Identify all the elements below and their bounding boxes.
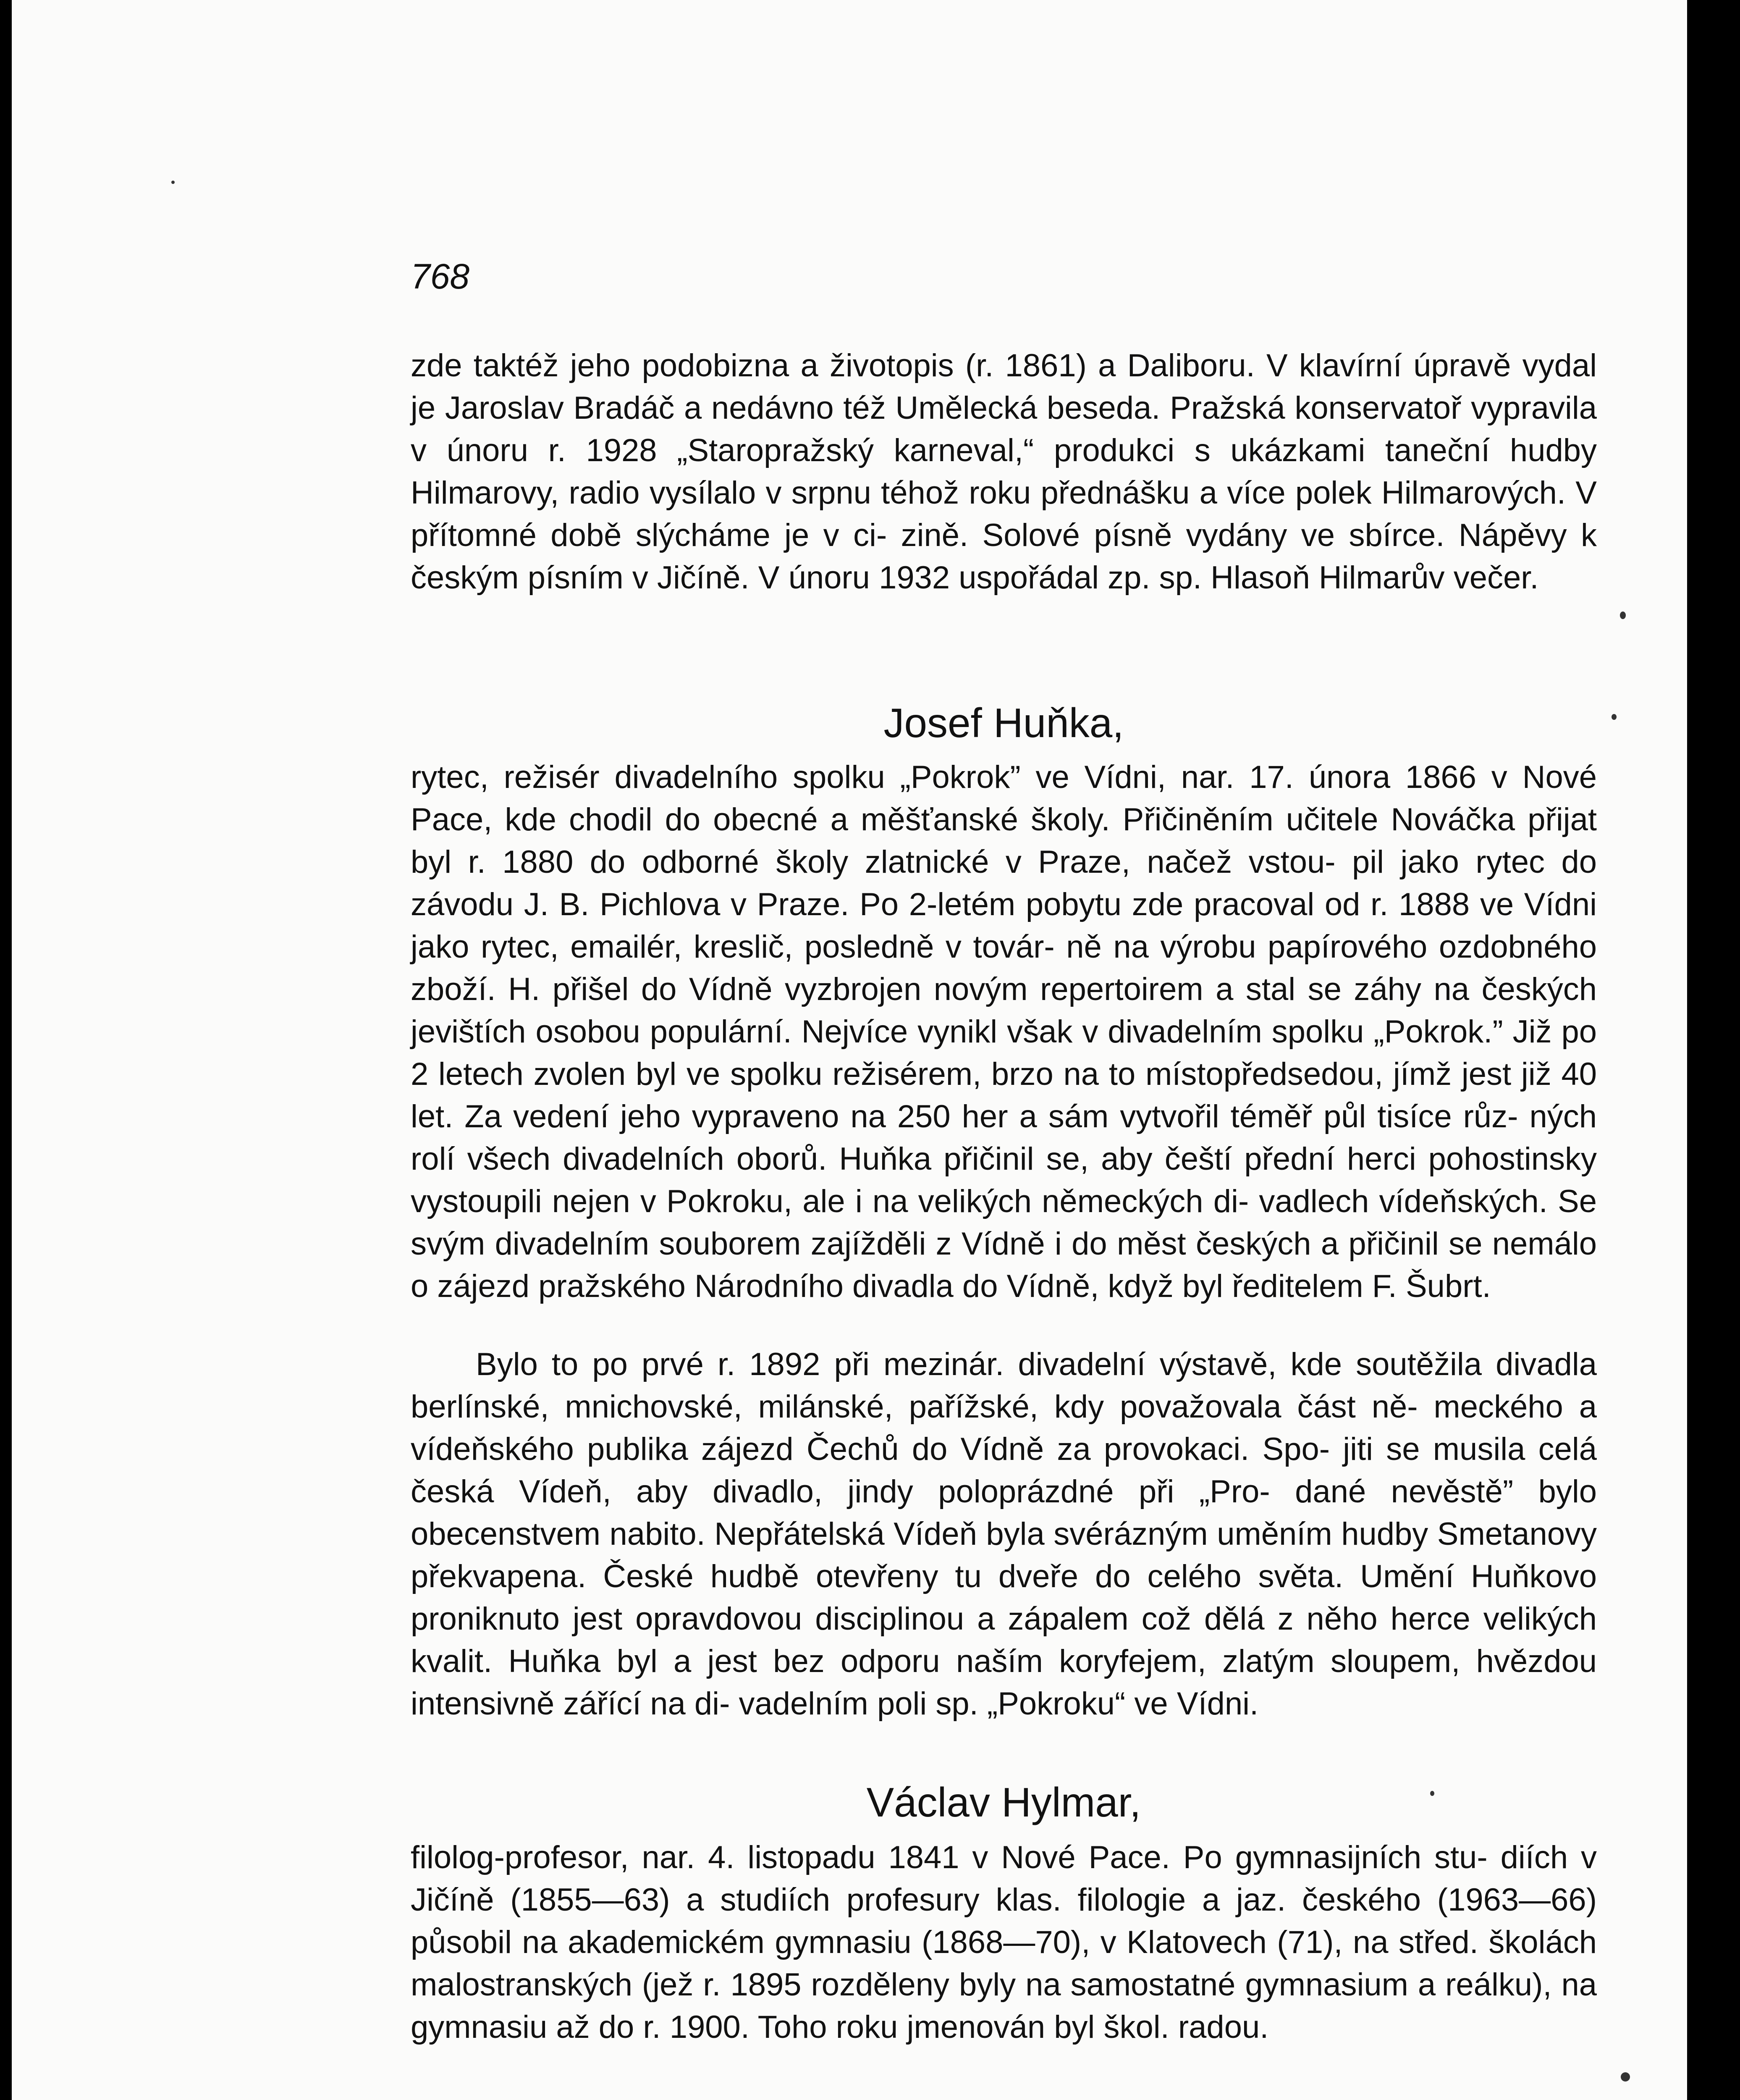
scan-speck bbox=[1430, 1791, 1434, 1796]
paper-sheet bbox=[12, 0, 1687, 2100]
intro-paragraph: zde taktéž jeho podobizna a životopis (r. 1861) a Daliboru. V klavírní úpravě vydal je Jaroslav Bradáč a nedávno též Umělecká beseda. Pražská konservatoř vypravila v únoru r. 1928 „Staropražský karneval,“ produkci s ukázkami taneční hudby Hilmarovy, radio vysílalo v srpnu téhož roku přednášku a více polek Hilmarových. V přítomné době slýcháme je v ci- zině. Solové písně vydány ve sbírce. Nápěvy k českým písním v Jičíně. V únoru 1932 uspořádal zp. sp. Hlasoň Hilmarův večer. bbox=[411, 348, 1597, 596]
section-paragraph-hunka-1: rytec, režisér divadelního spolku „Pokrok” ve Vídni, nar. 17. února 1866 v Nové Pace, kde chodil do obecné a měšťanské školy. Přičiněním učitele Nováčka přijat byl r. 1880 do odborné školy zlatnické v Praze, načež vstou- pil jako rytec do závodu J. B. Pichlova v Praze. Po 2-letém pobytu zde pracoval od r. 1888 ve Vídni jako rytec, emailér, kreslič, posledně v továr- ně na výrobu papírového ozdobného zboží. H. přišel do Vídně vyzbrojen novým repertoirem a stal se záhy na českých jevištích osobou populární. Nejvíce vynikl však v divadelním spolku „Pokrok.” Již po 2 letech zvolen byl ve spolku režisérem, brzo na to místopředsedou, jímž jest již 40 let. Za vedení jeho vypraveno na 250 her a sám vytvořil téměř půl tisíce růz- ných rolí všech divadelních oborů. Huňka přičinil se, aby čeští přední herci pohostinsky vystoupili nejen v Pokroku, ale i na velikých německých di- vadlech vídeňských. Se svým divadelním souborem zajížděli z Vídně i do měst českých a přičinil se nemálo o zájezd pražského Národního divadla do Vídně, když byl ředitelem F. Šubrt. bbox=[411, 759, 1597, 1304]
section-heading-josef-hunka: Josef Huňka, bbox=[883, 700, 1124, 746]
section-paragraph-hylmar-1: filolog-profesor, nar. 4. listopadu 1841 v Nové Pace. Po gymnasijních stu- diích v Jičíně (1855—63) a studiích profesury klas. filologie a jaz. českého (1963—66) působil na akademickém gymnasiu (1868—70), v Klatovech (71), na střed. školách malostranských (jež r. 1895 rozděleny byly na samostatné gymnasium a reálku), na gymnasiu až do r. 1900. Toho roku jmenován byl škol. radou. bbox=[411, 1840, 1597, 2045]
section-paragraph-hunka-2: Bylo to po prvé r. 1892 při mezinár. divadelní výstavě, kde soutěžila divadla berlínské, mnichovské, milánské, pařížské, kdy považovala část ně- meckého a vídeňského publika zájezd Čechů do Vídně za provokaci. Spo- jiti se musila celá česká Vídeň, aby divadlo, jindy poloprázdné při „Pro- dané nevěstě” bylo obecenstvem nabito. Nepřátelská Vídeň byla svérázným uměním hudby Smetanovy překvapena. České hudbě otevřeny tu dveře do celého světa. Umění Huňkovo proniknuto jest opravdovou disciplinou a zápalem což dělá z něho herce velikých kvalit. Huňka byl a jest bez odporu naším koryfejem, zlatým sloupem, hvězdou intensivně zářící na di- vadelním poli sp. „Pokroku“ ve Vídni. bbox=[411, 1347, 1597, 1722]
scan-speck bbox=[1612, 714, 1617, 720]
page-number: 768 bbox=[411, 257, 470, 296]
scan-speck bbox=[1620, 612, 1626, 619]
scan-speck bbox=[1621, 2072, 1630, 2082]
scan-speck bbox=[171, 181, 175, 184]
section-heading-vaclav-hylmar: Václav Hylmar, bbox=[866, 1779, 1141, 1825]
